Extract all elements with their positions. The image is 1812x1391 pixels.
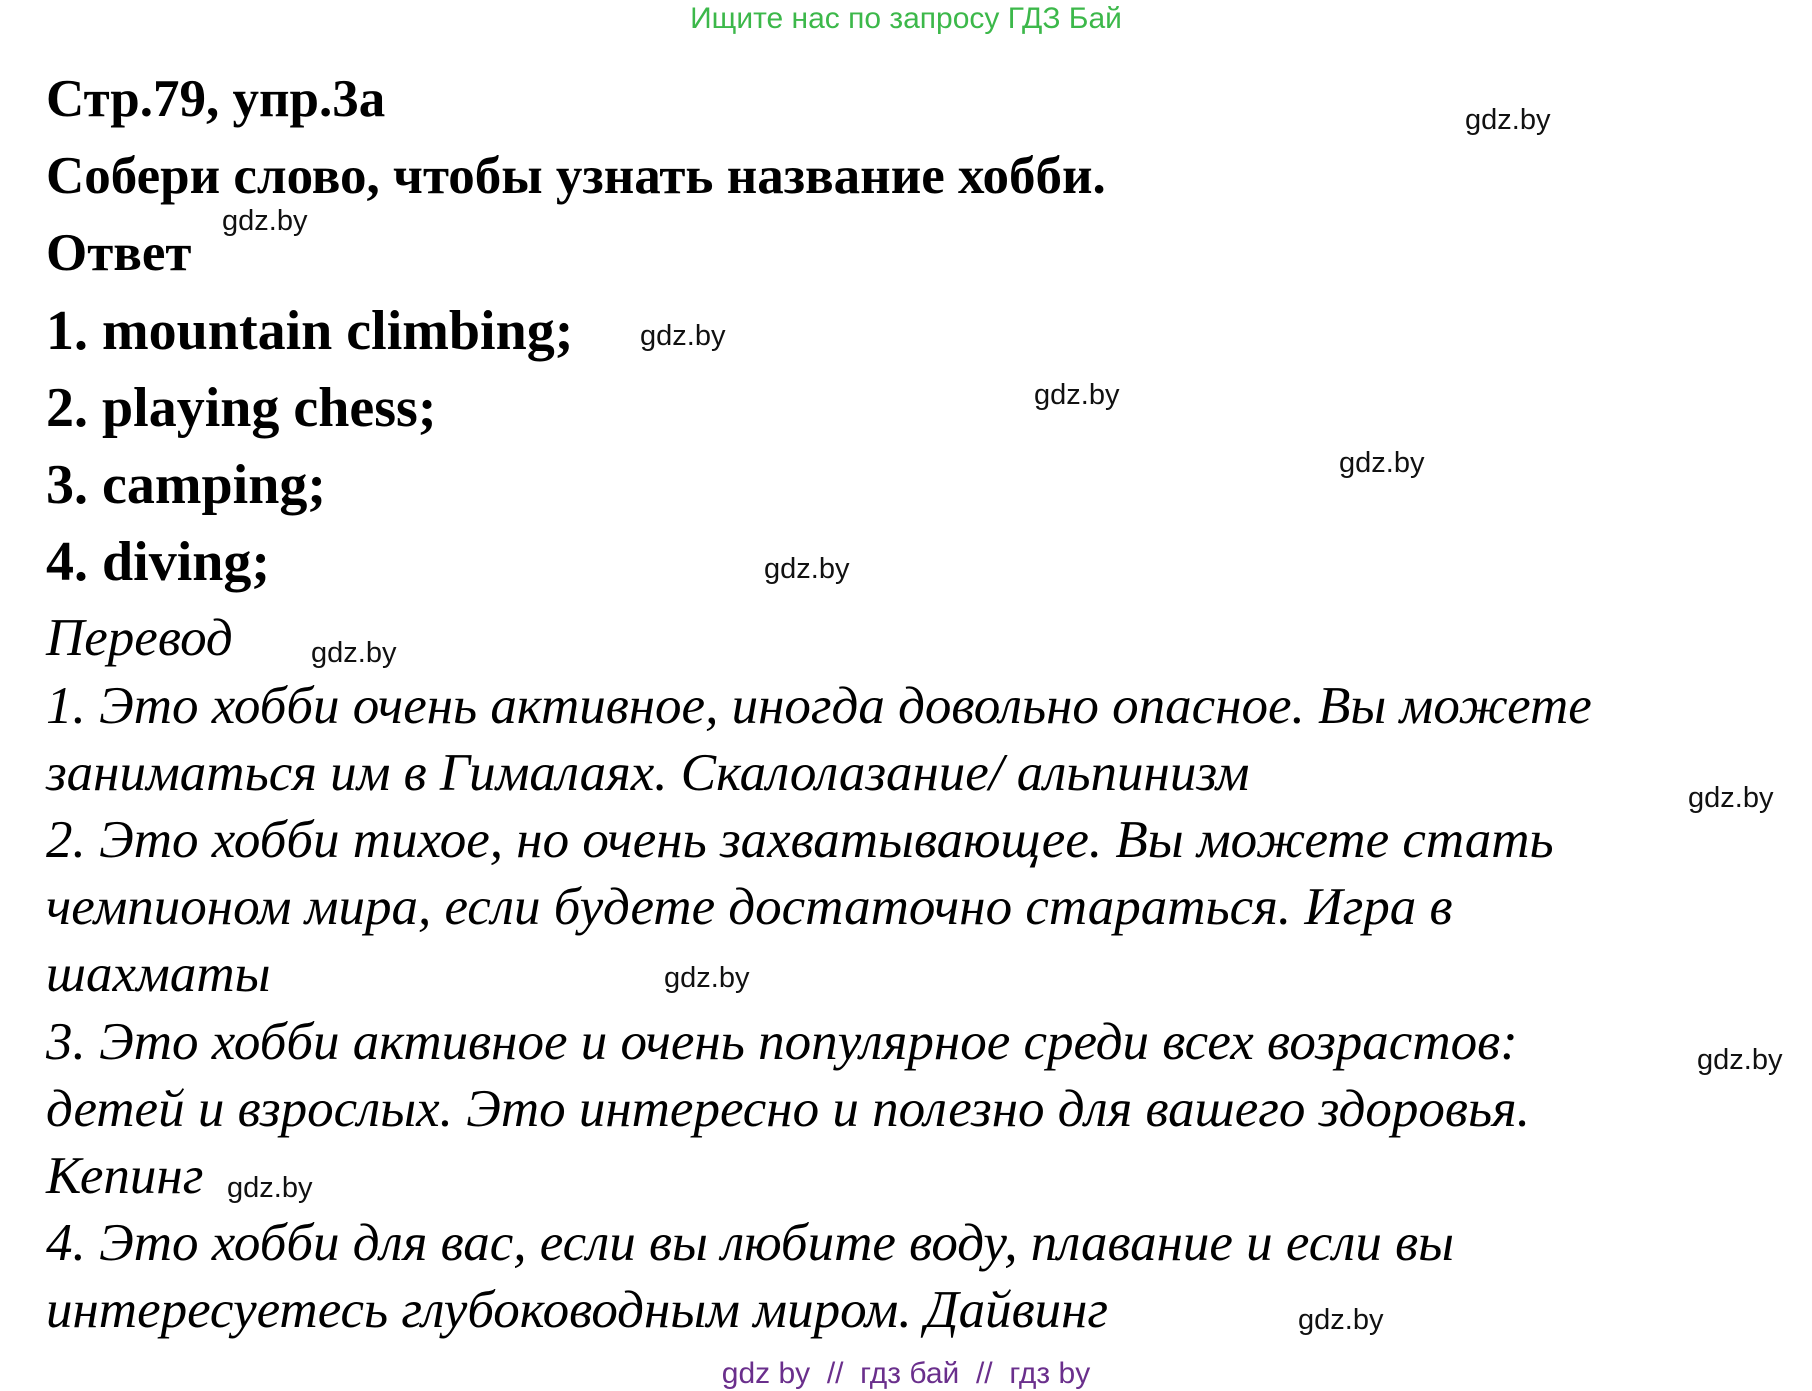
translation-line: 2. Это хобби тихое, но очень захватывающее. Вы можете стать bbox=[46, 811, 1554, 869]
watermark-text: gdz.by bbox=[1339, 447, 1425, 479]
watermark-text: gdz.by bbox=[1298, 1304, 1384, 1336]
translation-line: Кепинг bbox=[46, 1147, 204, 1205]
search-banner: Ищите нас по запросу ГДЗ Бай bbox=[690, 2, 1122, 35]
translation-line: заниматься им в Гималаях. Скалолазание/ альпинизм bbox=[46, 744, 1250, 802]
translation-line: чемпионом мира, если будете достаточно стараться. Игра в bbox=[46, 878, 1453, 936]
answer-item: 2. playing chess; bbox=[46, 377, 437, 439]
translation-line: детей и взрослых. Это интересно и полезно для вашего здоровья. bbox=[46, 1080, 1530, 1138]
answer-item: 4. diving; bbox=[46, 531, 271, 593]
translation-line: шахматы bbox=[46, 945, 271, 1003]
watermark-text: gdz.by bbox=[1697, 1044, 1783, 1076]
translation-line: 3. Это хобби активное и очень популярное среди всех возрастов: bbox=[46, 1013, 1518, 1071]
watermark-text: gdz.by bbox=[1034, 379, 1120, 411]
watermark-text: gdz.by bbox=[222, 205, 308, 237]
watermark-text: gdz.by bbox=[640, 320, 726, 352]
watermark-text: gdz.by bbox=[1465, 104, 1551, 136]
page-exercise-title: Стр.79, упр.3а bbox=[46, 70, 386, 128]
watermark-text: gdz.by bbox=[311, 637, 397, 669]
translation-heading: Перевод bbox=[46, 609, 233, 667]
watermark-text: gdz.by bbox=[664, 962, 750, 994]
answer-heading: Ответ bbox=[46, 224, 192, 282]
watermark-text: gdz.by bbox=[1688, 782, 1774, 814]
translation-line: 4. Это хобби для вас, если вы любите воду, плавание и если вы bbox=[46, 1214, 1455, 1272]
footer-links: gdz by // гдз бай // гдз by bbox=[721, 1357, 1091, 1390]
translation-line: 1. Это хобби очень активное, иногда довольно опасное. Вы можете bbox=[46, 677, 1592, 735]
answer-item: 1. mountain climbing; bbox=[46, 300, 574, 362]
translation-line: интересуетесь глубоководным миром. Дайвинг bbox=[46, 1281, 1109, 1339]
watermark-text: gdz.by bbox=[227, 1172, 313, 1204]
task-instruction: Собери слово, чтобы узнать название хобби. bbox=[46, 147, 1106, 205]
watermark-text: gdz.by bbox=[764, 553, 850, 585]
answer-item: 3. camping; bbox=[46, 454, 326, 516]
